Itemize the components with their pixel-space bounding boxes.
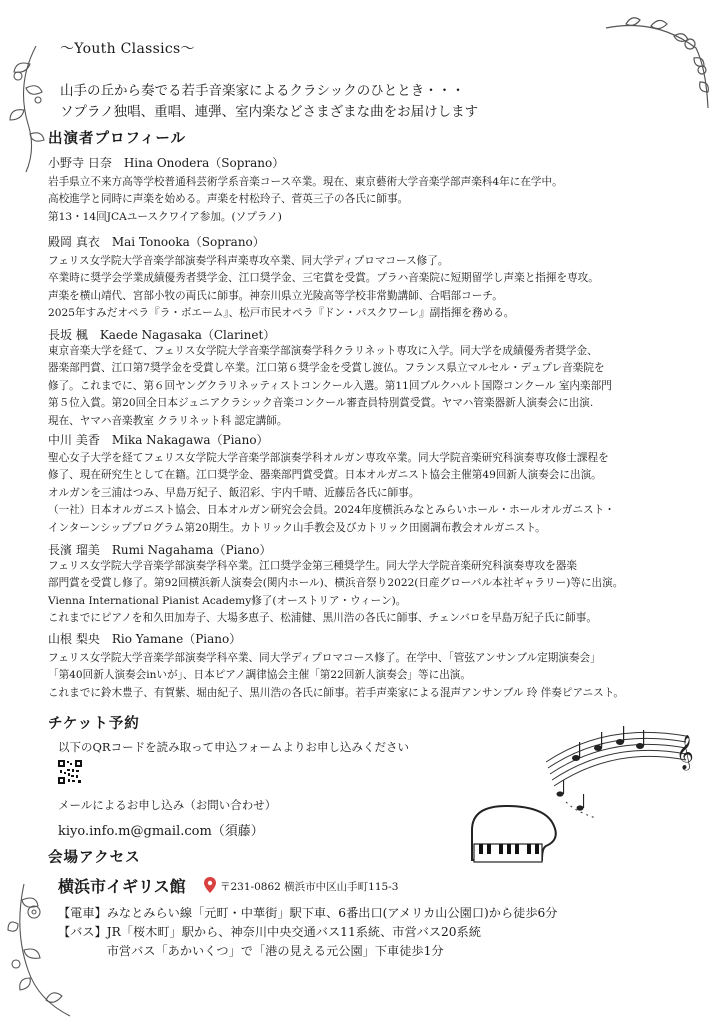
intro-line-2: ソプラノ独唱、重唱、連弾、室内楽などさまざまな曲をお届けします [60,104,479,120]
svg-text:𝄞: 𝄞 [676,735,694,770]
profile-heading: 出演者プロフィール [48,130,187,147]
transport-info: 【電車】みなとみらい線「元町・中華街」駅下車、6番出口(アメリカ山公園口)から徒歩6分 【バス】JR「桜木町」駅から、神奈川中央交通バス11系統、市営バス20系統 市営バス「あかいくつ」で「港の見える元公園」下車徒歩1分 [58,906,558,958]
performer-bio-4: 聖心女子大学を経てフェリス女学院大学音楽学部演奏学科オルガン専攻卒業。同大学院音楽研究科演奏専攻修士課程を 修了、現在研究生として在籍。江口奨学金、器楽部門賞受賞。日本オルガニスト協会主催第49回新人演奏会に出演。 オルガンを三浦はつみ、早島万紀子、飯沼彩、宇内千晴、近藤岳各氏に師事。 （一社）日本オルガニスト協会、日本オルガン研究会会員。2024年度横浜みなとみらいホール・ホールオルガニスト・ インターンシッププログラム第20期生。カトリック山手教会及びカトリック田園調布教会オルガニスト。 [48,452,615,534]
performer-name-6: 山根 梨央 Rio Yamane（Piano） [48,632,242,646]
mail-instruction: メールによるお申し込み（お問い合わせ） [58,798,277,812]
performer-bio-6: フェリス女学院大学音楽学部演奏学科卒業、同大学ディプロマコース修了。在学中、「管弦アンサンブル定期演奏会」 「第40回新人演奏会inいが」、日本ピアノ調律協会主催「第22回新人演奏会」等に出演。 これまでに鈴木豊子、有賀紫、堀由紀子、黒川浩の各氏に師事。若手声楽家による混声アンサンブル 玲 伴奏ピアニスト。 [48,652,624,699]
performer-bio-3: 東京音楽大学を経て、フェリス女学院大学音楽学部演奏学科クラリネット専攻に入学。同大学を成績優秀者奨学金、 器楽部門賞、江口第7奨学金を受賞し卒業。江口第６奨学金を受賞し渡仏。フランス県立マルセル・デュプレ音楽院を 修了。これまでに、第６回ヤングクラリネッティストコンクール入選。第11回ブルクハルト国際コンクール 室内楽部門 第５位入賞。第20回全日本ジュニアクラシック音楽コンクール審査員特別賞受賞。ヤマハ管楽器新人演奏会に出演. 現在、ヤマハ音楽教室 クラリネット科 認定講師。 [48,345,612,427]
performer-bio-1: 岩手県立不来方高等学校普通科芸術学系音楽コース卒業。現在、東京藝術大学音楽学部声楽科4年に在学中。 高校進学と同時に声楽を始める。声楽を村松玲子、菅英三子の各氏に師事。 第13・14回JCAユースクワイア参加。(ソプラノ) [48,176,563,223]
performer-name-1: 小野寺 日奈 Hina Onodera（Soprano） [48,156,285,170]
floral-corner-top-right-icon [596,8,716,118]
performer-name-2: 殿岡 真衣 Mai Tonooka（Soprano） [48,235,265,249]
floral-vine-left-icon [6,44,50,174]
grand-piano-icon [466,800,566,880]
ticket-heading: チケット予約 [48,715,140,732]
qr-instruction: 以下のQRコードを読み取って申込フォームよりお申し込みください [58,740,410,754]
performer-name-5: 長濱 瑠美 Rumi Nagahama（Piano） [48,543,272,557]
qr-code-icon[interactable] [58,760,82,784]
venue-name: 横浜市イギリス館 [58,877,186,896]
performer-bio-5: フェリス女学院大学音楽学部演奏学科卒業。江口奨学金第三種奨学生。同大学大学院音楽研究科演奏専攻を器楽 部門賞を受賞し修了。第92回横浜新人演奏会(関内ホール)、横浜音祭り2022(日産グローバル本社ギャラリー)等に出演。 Vienna International Pianist Academy修了(オーストリア・ウィーン)。 これまでにピアノを和久田加寿子、大場多恵子、松浦健、黒川浩の各氏に師事、チェンバロを早島万紀子氏に師事。 [48,560,624,625]
map-pin-icon [204,877,216,897]
contact-email[interactable]: kiyo.info.m@gmail.com（須藤） [58,824,264,839]
performer-name-3: 長坂 楓 Kaede Nagasaka（Clarinet） [48,328,276,342]
access-heading: 会場アクセス [48,849,141,866]
performer-bio-2: フェリス女学院大学音楽学部演奏学科声楽専攻卒業、同大学ディプロマコース修了。 卒業時に奨学会学業成績優秀者奨学金、江口奨学金、三宅賞を受賞。プラハ音楽院に短期留学し声楽と指揮を専攻。 声楽を横山靖代、宮部小牧の両氏に師事。神奈川県立光陵高等学校非常勤講師、合唱部コーチ。 2025年すみだオペラ『ラ・ボエーム』、松戸市民オペラ『ドン・パスクワーレ』副指揮を務める。 [48,255,599,320]
page-title: 〜Youth Classics〜 [60,41,195,57]
intro-line-1: 山手の丘から奏でる若手音楽家によるクラシックのひととき・・・ [60,83,465,99]
venue-address: 〒231-0862 横浜市中区山手町115-3 [220,881,399,893]
performer-name-4: 中川 美香 Mika Nakagawa（Piano） [48,433,269,447]
